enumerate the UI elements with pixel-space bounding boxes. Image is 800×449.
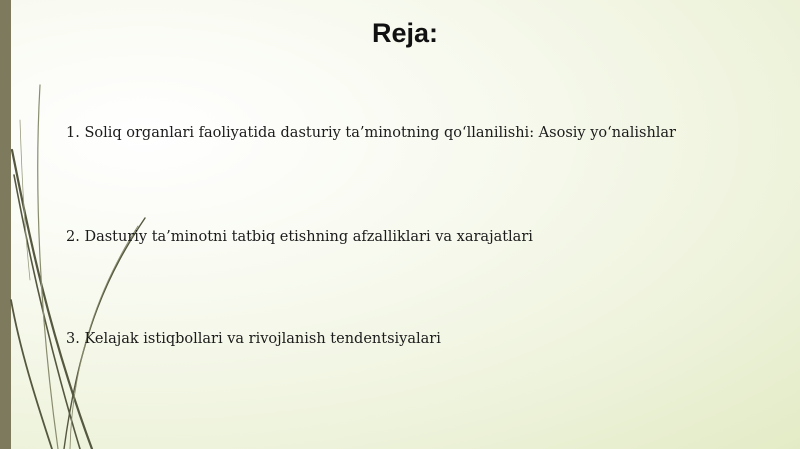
slide-side-bar [0, 0, 11, 449]
plan-item-1: 1. Soliq organlari faoliyatida dasturiy ta’minotning qo‘llanilishi: Asosiy yo‘nalishlar [66, 125, 676, 141]
slide-title: Reja: [371, 18, 439, 48]
plan-item-3: 3. Kelajak istiqbollari va rivojlanish tendentsiyalari [66, 331, 441, 347]
plan-item-2: 2. Dasturiy ta’minotni tatbiq etishning afzalliklari va xarajatlari [66, 229, 533, 245]
